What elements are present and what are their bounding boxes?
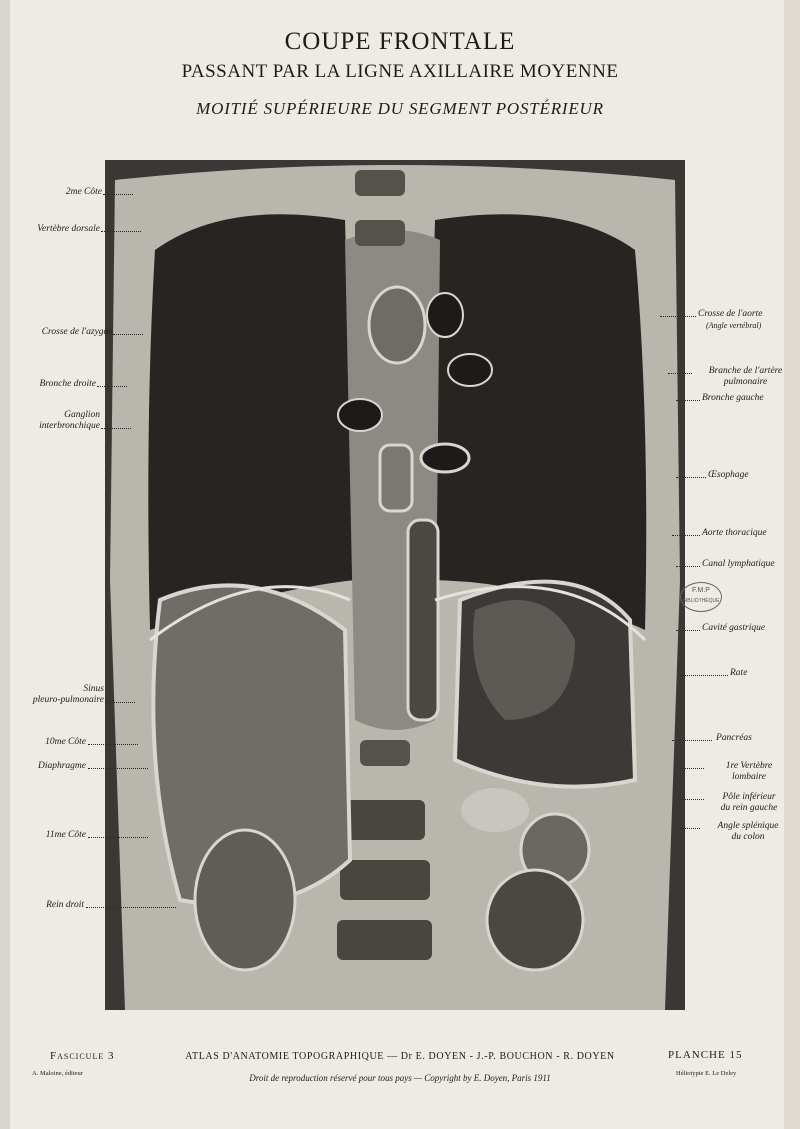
leader-line [97, 386, 127, 387]
leader-line [101, 231, 141, 232]
label-2me-cote: 2me Côte [65, 187, 102, 197]
leader-line [113, 334, 143, 335]
leader-line [668, 373, 692, 374]
fascicule-label: Fascicule 3 [50, 1050, 115, 1062]
leader-line [672, 740, 712, 741]
leader-line [672, 535, 700, 536]
label-sinus-pleuro-pulmonaire: Sinus pleuro-pulmonaire [32, 684, 104, 705]
label-bronche-droite: Bronche droite [39, 379, 96, 389]
leader-line [88, 768, 148, 769]
leader-line [680, 675, 728, 676]
label-1re-vertebre-lombaire: 1re Vertèbre lombaire [725, 761, 773, 782]
label-pancreas: Pancréas [716, 733, 752, 743]
stamp-line2: BIBLIOTHÈQUE [682, 598, 720, 604]
label-canal-lymphatique: Canal lymphatique [702, 559, 775, 569]
leader-line [88, 744, 138, 745]
label-ganglion-interbronchique: Ganglion interbronchique [39, 410, 100, 431]
page-edge-left [0, 0, 10, 1129]
label-aorte-thoracique: Aorte thoracique [702, 528, 767, 538]
leader-line [103, 194, 133, 195]
leader-line [676, 630, 700, 631]
leader-line [676, 566, 700, 567]
label-pole-inferieur-rein-gauche: Pôle inférieur du rein gauche [720, 792, 778, 813]
label-oesophage: Œsophage [708, 470, 749, 480]
editor-label: A. Maloine, éditeur [32, 1070, 83, 1077]
leader-line [676, 400, 700, 401]
leader-line [680, 799, 704, 800]
planche-number: PLANCHE 15 [668, 1049, 743, 1061]
leader-line [680, 768, 704, 769]
leader-line [105, 702, 135, 703]
label-branche-artere-pulmonaire: Branche de l'artère pulmonaire [708, 366, 783, 387]
printer-credit: Héliotypie E. Le Deley [676, 1070, 737, 1077]
leader-line [101, 428, 131, 429]
library-stamp [680, 582, 722, 612]
label-bronche-gauche: Bronche gauche [702, 393, 764, 403]
leader-line [86, 907, 176, 908]
label-rate: Rate [730, 668, 748, 678]
label-11me-cote: 11me Côte [45, 830, 86, 840]
anatomical-plate-image [105, 160, 685, 1010]
page-subtitle-italic: MOITIÉ SUPÉRIEURE DU SEGMENT POSTÉRIEUR [196, 99, 604, 118]
label-angle-vertebral: (Angle vertébral) [706, 321, 762, 330]
page-subtitle: PASSANT PAR LA LIGNE AXILLAIRE MOYENNE [181, 61, 619, 82]
label-crosse-azygos: Crosse de l'azygos [41, 327, 112, 337]
atlas-credit: ATLAS D'ANATOMIE TOPOGRAPHIQUE — Dr E. DOYEN - J.-P. BOUCHON - R. DOYEN [185, 1051, 615, 1062]
label-rein-droit: Rein droit [46, 900, 84, 910]
stamp-line1: F.M.P [692, 587, 710, 594]
label-diaphragme: Diaphragme [37, 761, 86, 771]
anatomical-section-drawing [105, 160, 685, 1010]
label-angle-splenique-colon: Angle splénique du colon [717, 821, 779, 842]
page-title: COUPE FRONTALE [284, 28, 516, 55]
leader-line [660, 316, 696, 317]
leader-line [88, 837, 148, 838]
label-vertebre-dorsale: Vertèbre dorsale [37, 224, 100, 234]
copyright-line: Droit de reproduction réservé pour tous pays — Copyright by E. Doyen, Paris 1911 [249, 1073, 551, 1083]
leader-line [676, 477, 706, 478]
label-10me-cote: 10me Côte [45, 737, 86, 747]
label-crosse-aorte: Crosse de l'aorte [698, 309, 763, 319]
label-cavite-gastrique: Cavité gastrique [702, 623, 766, 633]
leader-line [680, 828, 700, 829]
